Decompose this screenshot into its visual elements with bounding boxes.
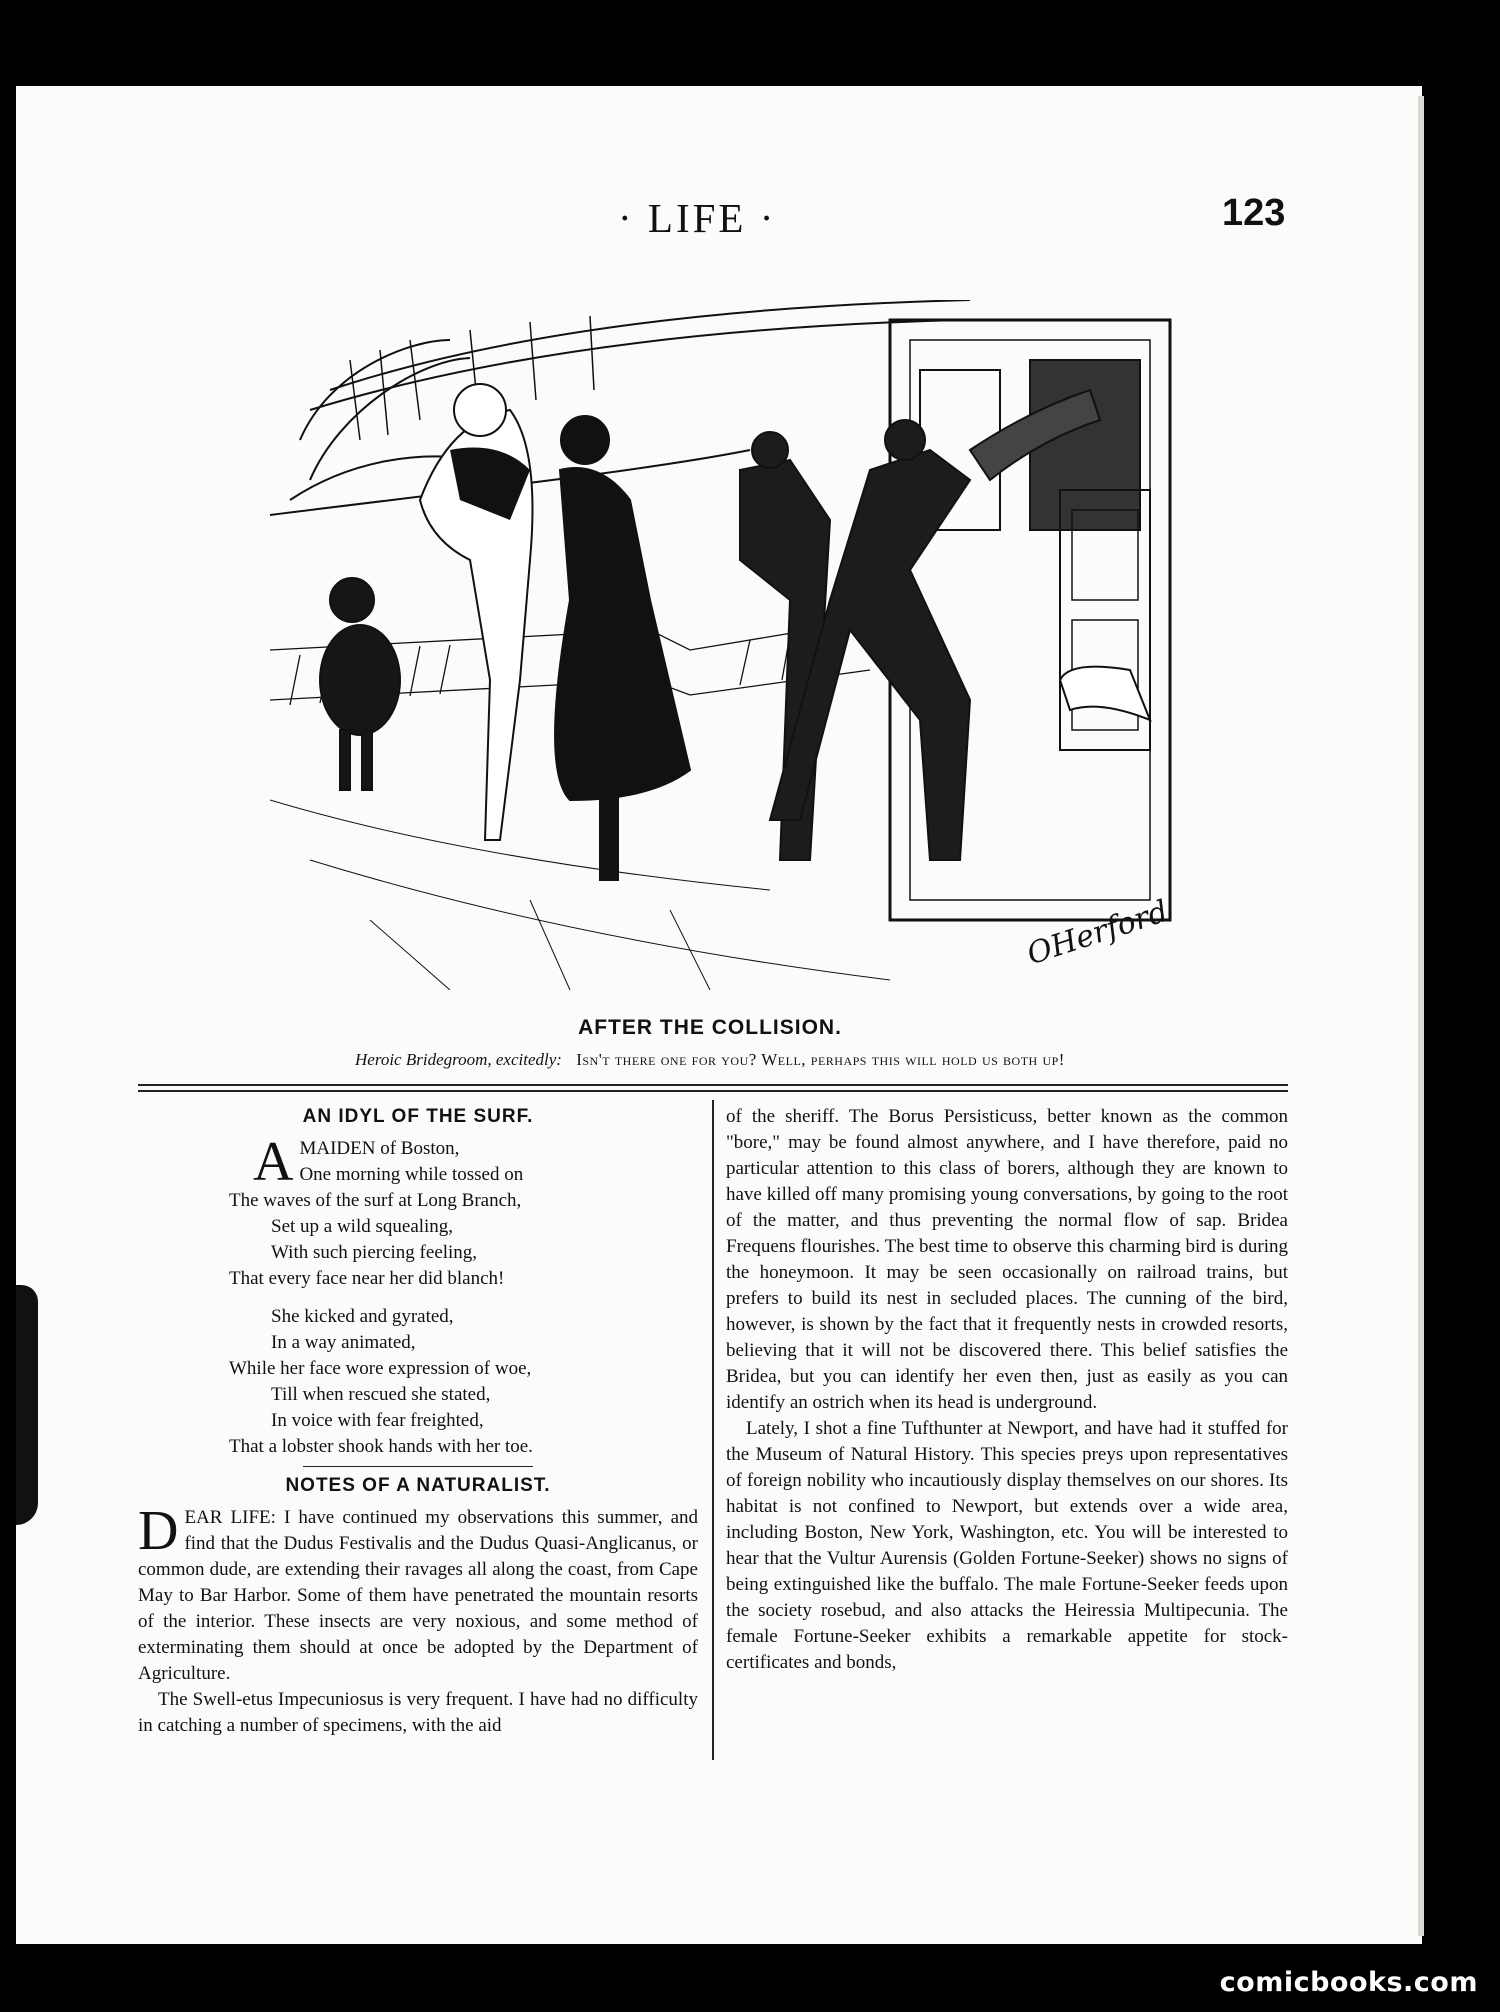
divider — [303, 1466, 533, 1467]
poem-line: She kicked and gyrated, — [271, 1306, 454, 1327]
poem-line: MAIDEN of Boston, — [299, 1138, 460, 1159]
article-paragraph: The Swell-etus Impecuniosus is very frequent. I have had no difficulty in catching a number of specimens, with the aid — [138, 1689, 698, 1736]
poem-line: That a lobster shook hands with her toe. — [229, 1436, 533, 1457]
column-rule — [712, 1100, 714, 1760]
masthead: · LIFE · — [618, 195, 777, 241]
poem-drop-cap: A — [253, 1131, 294, 1193]
poem-line: One morning while tossed on — [299, 1164, 524, 1185]
article-heading: NOTES OF A NATURALIST. — [285, 1475, 551, 1496]
article-paragraph: Lately, I shot a fine Tufthunter at Newport, and have had it stuffed for the Museum of Natural History. This species preys upon representatives of foreign nobility who incautiously display themselves on our shores. Its habitat is not confined to Newport, but extends over a wide area, including Boston, New York, Washington, etc. You will be interested to hear that the Vultur Aurensis (Golden Fortune-Seeker) shows no signs of being extinguished like the buffalo. The male Fortune-Seeker feeds upon the society rosebud, and also attacks the Heiressia Multipecunia. The female Fortune-Seeker exhibits a remarkable appetite for stock-certificates and bonds, — [726, 1418, 1288, 1673]
section-rule-top — [138, 1084, 1288, 1086]
torn-edge — [16, 1285, 38, 1525]
site-watermark: comicbooks.com — [1219, 1967, 1478, 1998]
poem-line: The waves of the surf at Long Branch, — [229, 1190, 522, 1211]
poem-line: Till when rescued she stated, — [271, 1384, 491, 1405]
poem-heading: AN IDYL OF THE SURF. — [302, 1106, 534, 1127]
caption-speaker: Heroic Bridegroom, excitedly: — [355, 1050, 562, 1069]
cartoon-caption — [0, 1050, 1420, 1070]
poem-line: While her face wore expression of woe, — [229, 1358, 532, 1379]
artist-signature: OHerford — [1022, 893, 1173, 973]
article-paragraph: of the sheriff. The Borus Persisticuss, better known as the common "bore," may be found almost anywhere, and I have therefore, paid no particular attention to this class of borers, although they are known to have killed off many promising young conversations, by going to the root of the matter, and thus preventing the normal flow of sap. Bridea Frequens flourishes. The best time to observe this charming bird is during the honeymoon. It may be seen occasionally on railroad trains, but prefers to build its nest in secluded places. The cunning of the bird, however, is shown by the fact that it frequently nests in crowded resorts, believing that it will not be discovered there. This belief satisfies the Bridea, but you can identify her even then, just as easily as you can identify an ostrich when its head is underground. — [726, 1106, 1288, 1413]
article-drop-cap: D — [138, 1500, 179, 1562]
poem-line: In voice with fear freighted, — [271, 1410, 484, 1431]
poem — [229, 1131, 698, 1460]
poem-line: That every face near her did blanch! — [229, 1268, 505, 1289]
cartoon-illustration — [270, 300, 1210, 990]
cartoon-title: AFTER THE COLLISION. — [578, 1016, 842, 1039]
poem-line: In a way animated, — [271, 1332, 416, 1353]
left-column — [138, 1104, 698, 1739]
article-paragraph: DEAR LIFE: I have continued my observations this summer, and find that the Dudus Festivalis and the Dudus Quasi-Anglicanus, or common dude, are extending their ravages all along the coast, from Cape May to Bar Harbor. Some of them have penetrated the mountain resorts of the interior. These insects are very noxious, and some method of exterminating them should at once be adopted by the Department of Agriculture. — [138, 1500, 698, 1684]
caption-quote: Isn't there one for you? Well, perhaps this will hold us both up! — [576, 1050, 1065, 1069]
poem-line: With such piercing feeling, — [271, 1242, 478, 1263]
page-number: 123 — [1222, 192, 1286, 234]
article-body-right — [726, 1104, 1288, 1676]
article-body-left — [138, 1500, 698, 1739]
section-rule-bottom — [138, 1090, 1288, 1092]
right-column — [726, 1104, 1288, 1676]
poem-line: Set up a wild squealing, — [271, 1216, 454, 1237]
